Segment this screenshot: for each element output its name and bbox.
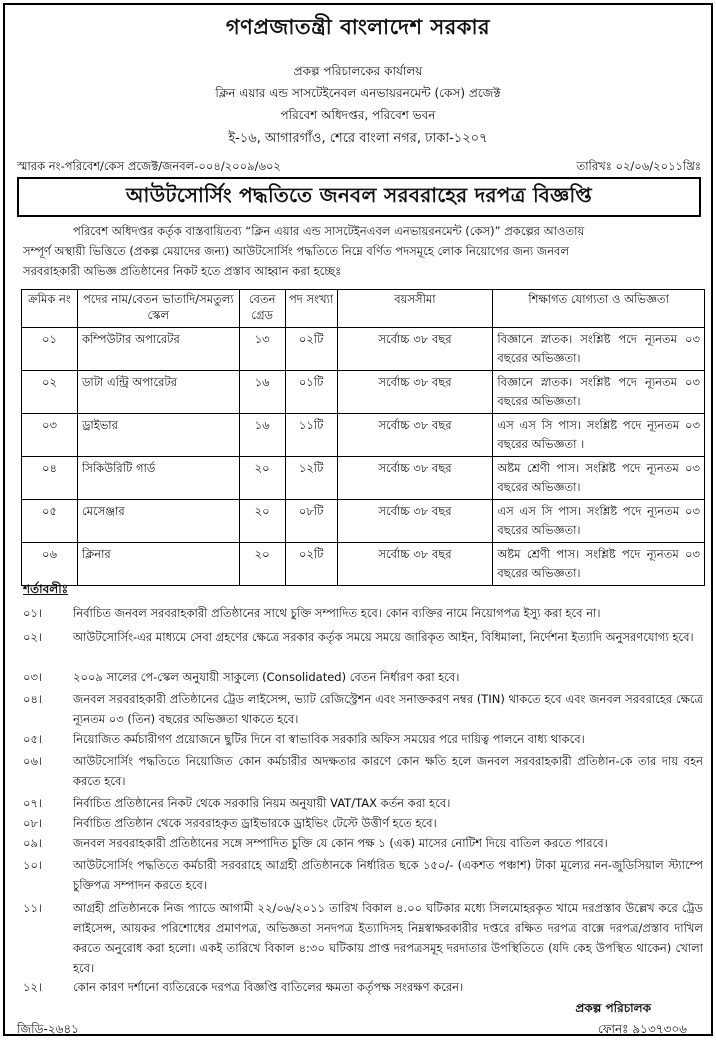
cell-post: সিকিউরিটি গার্ড bbox=[77, 457, 239, 500]
intro-paragraph bbox=[23, 221, 701, 281]
term-number: ০৯। bbox=[23, 836, 43, 850]
term-number: ০৭। bbox=[23, 796, 43, 810]
notice-title: আউটসোর্সিং পদ্ধতিতে জনবল সরবরাহের দরপত্র বিজ্ঞপ্তি bbox=[125, 182, 592, 207]
cell-age: সর্বোচ্চ ৩৮ বছর bbox=[337, 457, 493, 500]
cell-serial: ০১ bbox=[22, 328, 78, 371]
term-number: ১০। bbox=[23, 858, 43, 872]
term-number: ০৮। bbox=[23, 816, 43, 830]
cell-qualification: বিজ্ঞানে স্নাতক। সংশ্লিষ্ট পদে ন্যূনতম ০৩ বছরের অভিজ্ঞতা। bbox=[493, 328, 705, 371]
cell-count: ০২টি bbox=[285, 543, 337, 586]
cell-grade: ১৩ bbox=[239, 328, 285, 371]
header-qualification: শিক্ষাগত যোগ্যতা ও অভিজ্ঞতা bbox=[493, 290, 705, 328]
term-text: নিয়োজিত কর্মচারীগণ প্রয়োজনে ছুটির দিনে বা স্বাভাবিক সরকারি অফিস সময়ের পরে দায়িত্ব পালনে বাধ্য থাকবে। bbox=[73, 732, 585, 746]
cell-grade: ২০ bbox=[239, 543, 285, 586]
notice-date: তারিখঃ ০২/০৬/২০১১খ্রিঃ bbox=[576, 159, 701, 173]
cell-qualification: অষ্টম শ্রেণী পাস। সংশ্লিষ্ট পদে ন্যূনতম ০৩ বছরের অভিজ্ঞতা। bbox=[493, 543, 705, 586]
cell-qualification: বিজ্ঞানে স্নাতক। সংশ্লিষ্ট পদে ন্যূনতম ০৩ বছরের অভিজ্ঞতা। bbox=[493, 371, 705, 414]
memo-number: স্মারক নং-পরিবেশ/কেস প্রজেক্ট/জনবল-০০৪/২০০৯/৬০২ bbox=[17, 159, 281, 173]
term-text: কোন কারণ দর্শানো ব্যতিরেকে দরপত্র বিজ্ঞপ্তি বাতিলের ক্ষমতা কর্তৃপক্ষ সংরক্ষণ করেন। bbox=[73, 980, 464, 994]
term-text: নির্বাচিত প্রতিষ্ঠান থেকে সরবরাহকৃত ড্রাইভারকে ড্রাইভিং টেস্টে উত্তীর্ণ হতে হবে। bbox=[73, 816, 437, 830]
term-number: ১১। bbox=[23, 901, 43, 915]
intro-line: পরিবেশ অধিদপ্তর কর্তৃক বাস্তবায়িতব্য “ক্লিন এয়ার এন্ড সাসটেইনএবল এনভায়রনমেন্ট (কেস)” প্রকল্পের আওতায় bbox=[73, 224, 585, 238]
cell-post: ক্লিনার bbox=[77, 543, 239, 586]
term-item bbox=[23, 813, 703, 833]
term-text: জনবল সরবরাহকারী প্রতিষ্ঠানের সঙ্গে সম্পাদিত চুক্তি যে কোন পক্ষ ১ (এক) মাসের নোটিশ দিয়ে বাতিল করতে পারবে। bbox=[73, 836, 608, 850]
government-name: গণপ্রজাতন্ত্রী বাংলাদেশ সরকার bbox=[225, 15, 491, 39]
header-post: পদের নাম/বেতন ভাতাদি/সমতুল্য স্কেল bbox=[77, 290, 239, 328]
cell-age: সর্বোচ্চ ৩৮ বছর bbox=[337, 414, 493, 457]
cell-post: ড্রাইভার bbox=[77, 414, 239, 457]
posts-table bbox=[21, 289, 705, 586]
term-number: ০৩। bbox=[23, 670, 43, 684]
cell-grade: ১৬ bbox=[239, 371, 285, 414]
term-number: ১২। bbox=[23, 980, 43, 994]
terms-heading: শর্তাবলীঃ bbox=[23, 582, 69, 596]
term-item bbox=[23, 855, 703, 895]
table-row bbox=[22, 328, 705, 371]
cell-grade: ১৬ bbox=[239, 414, 285, 457]
term-number: ০২। bbox=[23, 630, 43, 644]
cell-qualification: অষ্টম শ্রেণী পাস। সংশ্লিষ্ট পদে ন্যূনতম ০৩ বছরের অভিজ্ঞতা। bbox=[493, 457, 705, 500]
project-name: ক্লিন এয়ার এন্ড সাসটেইনেবল এনভায়রনমেন্ট (কেস) প্রজেক্ট bbox=[215, 86, 501, 100]
cell-age: সর্বোচ্চ ৩৮ বছর bbox=[337, 371, 493, 414]
term-text: নির্বাচিত জনবল সরবরাহকারী প্রতিষ্ঠানের সাথে চুক্তি সম্পাদিত হবে। কোন ব্যক্তির নামে নিয়োগপত্র ইস্যু করা হবে না। bbox=[73, 606, 601, 620]
term-number: ০১। bbox=[23, 606, 43, 620]
term-item bbox=[23, 667, 703, 687]
table-header-row bbox=[22, 290, 705, 328]
cell-serial: ০৫ bbox=[22, 500, 78, 543]
tender-notice-page bbox=[3, 3, 713, 1036]
term-number: ০৪। bbox=[23, 692, 43, 706]
cell-serial: ০৬ bbox=[22, 543, 78, 586]
term-text: আগ্রহী প্রতিষ্ঠানকে নিজ প্যাডে আগামী ২২/০৬/২০১১ তারিখ বিকাল ৪.০০ ঘটিকার মধ্যে সিলমোহরকৃত খামে দরপ্রস্তাব উল্লেখ করে ট্রেড লাইসেন্স, আয়কর পরিশোধের প্রমাণপত্র, অভিজ্ঞতা সনদপত্র ইত্যাদিসহ নিম্নস্বাক্ষরকারীর দপ্তরে রক্ষিত দরপত্র বাক্সে দরপত্র/প্রস্তাব দাখিল করতে অনুরোধ করা হলো। একই তারিখে বিকাল ৪:৩০ ঘটিকায় প্রাপ্ত দরপত্রসমূহ দরদাতার উপস্থিতিতে (যদি কেহ উপস্থিত থাকেন) খোলা হবে। bbox=[73, 901, 703, 975]
term-item bbox=[23, 689, 703, 729]
cell-count: ১১টি bbox=[285, 414, 337, 457]
office-name: প্রকল্প পরিচালকের কার্যালয় bbox=[293, 64, 423, 78]
cell-post: কম্পিউটার অপারেটর bbox=[77, 328, 239, 371]
header-grade: বেতন গ্রেড bbox=[239, 290, 285, 328]
notice-title-box bbox=[17, 177, 701, 217]
signatory: প্রকল্প পরিচালক bbox=[575, 1001, 651, 1015]
term-number: ০৫। bbox=[23, 732, 43, 746]
term-text: আউটসোর্সিং পদ্ধতিতে কর্মচারী সরবরাহে আগ্রহী প্রতিষ্ঠানকে নির্ধারিত ছকে ১৫০/- (একশত পঞ্চাশ) টাকা মূল্যের নন-জুডিসিয়াল স্ট্যাম্পে চুক্তিপত্র সম্পাদন করতে হবে। bbox=[73, 858, 703, 892]
term-text: নির্বাচিত প্রতিষ্ঠানের নিকট থেকে সরকারি নিয়ম অনুযায়ী VAT/TAX কর্তন করা হবে। bbox=[73, 796, 451, 810]
cell-grade: ২০ bbox=[239, 500, 285, 543]
phone-number: ফোনঃ ৯১৩৭৩০৬ bbox=[597, 1022, 687, 1036]
table-row bbox=[22, 371, 705, 414]
header-serial: ক্রমিক নং bbox=[22, 290, 78, 328]
term-item bbox=[23, 977, 703, 997]
header-age: বয়সসীমা bbox=[337, 290, 493, 328]
header-count: পদ সংখ্যা bbox=[285, 290, 337, 328]
cell-qualification: এস এস সি পাস। সংশ্লিষ্ট পদে ন্যূনতম ০৩ বছরের অভিজ্ঞতা । bbox=[493, 414, 705, 457]
term-item bbox=[23, 898, 703, 978]
cell-age: সর্বোচ্চ ৩৮ বছর bbox=[337, 328, 493, 371]
cell-age: সর্বোচ্চ ৩৮ বছর bbox=[337, 500, 493, 543]
gd-number: জিডি-২৬৪১ bbox=[17, 1022, 79, 1036]
cell-count: ০১টি bbox=[285, 371, 337, 414]
table-row bbox=[22, 543, 705, 586]
cell-count: ০২টি bbox=[285, 328, 337, 371]
cell-serial: ০২ bbox=[22, 371, 78, 414]
cell-post: মেসেঞ্জার bbox=[77, 500, 239, 543]
intro-line: সরবরাহকারী অভিজ্ঞ প্রতিষ্ঠানের নিকট হতে প্রস্তাব আহ্বান করা হচ্ছেঃ bbox=[23, 264, 342, 278]
office-address: ই-১৬, আগারগাঁও, শেরে বাংলা নগর, ঢাকা-১২০৭ bbox=[228, 131, 488, 146]
term-item bbox=[23, 627, 703, 647]
table-row bbox=[22, 500, 705, 543]
term-item bbox=[23, 729, 703, 749]
cell-grade: ২০ bbox=[239, 457, 285, 500]
cell-count: ০৮টি bbox=[285, 500, 337, 543]
cell-qualification: এস এস সি পাস। সংশ্লিষ্ট পদে ন্যূনতম ০৩ বছরের অভিজ্ঞতা। bbox=[493, 500, 705, 543]
intro-line: সম্পূর্ণ অস্থায়ী ভিত্তিতে (প্রকল্প মেয়াদের জন্য) আউটসোর্সিং পদ্ধতিতে নিম্নে বর্ণিত পদসমূহে লোক নিয়োগের জন্য জনবল bbox=[23, 244, 570, 258]
cell-count: ১২টি bbox=[285, 457, 337, 500]
term-text: আউটসোর্সিং-এর মাধ্যমে সেবা গ্রহণের ক্ষেত্রে সরকার কর্তৃক সময়ে সময়ে জারিকৃত আইন, বিধিমালা, নির্দেশনা ইত্যাদি অনুসরণযোগ্য হবে। bbox=[73, 630, 694, 644]
department-name: পরিবেশ অধিদপ্তর, পরিবেশ ভবন bbox=[280, 108, 436, 122]
term-item bbox=[23, 751, 703, 791]
term-item bbox=[23, 793, 703, 813]
cell-serial: ০৩ bbox=[22, 414, 78, 457]
table-row bbox=[22, 457, 705, 500]
cell-post: ডাটা এন্ট্রি অপারেটর bbox=[77, 371, 239, 414]
cell-age: সর্বোচ্চ ৩৮ বছর bbox=[337, 543, 493, 586]
term-text: জনবল সরবরাহকারী প্রতিষ্ঠানের ট্রেড লাইসেন্স, ভ্যাট রেজিস্ট্রেশন এবং সনাক্তকরণ নম্বর (TIN) থাকতে হবে এবং জনবল সরবরাহের ক্ষেত্রে ন্যূনতম ০৩ (তিন) বছরের অভিজ্ঞতা থাকতে হবে। bbox=[73, 692, 703, 726]
cell-serial: ০৪ bbox=[22, 457, 78, 500]
term-text: ২০০৯ সালের পে-স্কেল অনুযায়ী সাকুল্যে (Consolidated) বেতন নির্ধারণ করা হবে। bbox=[73, 670, 460, 684]
term-text: আউটসোর্সিং পদ্ধতিতে নিয়োজিত কোন কর্মচারীর অদক্ষতার কারণে কোন ক্ষতি হলে জনবল সরবরাহকারী প্রতিষ্ঠান-কে তার দায় বহন করতে হবে। bbox=[73, 754, 703, 788]
term-item bbox=[23, 603, 703, 623]
table-row bbox=[22, 414, 705, 457]
term-item bbox=[23, 833, 703, 853]
term-number: ০৬। bbox=[23, 754, 43, 768]
